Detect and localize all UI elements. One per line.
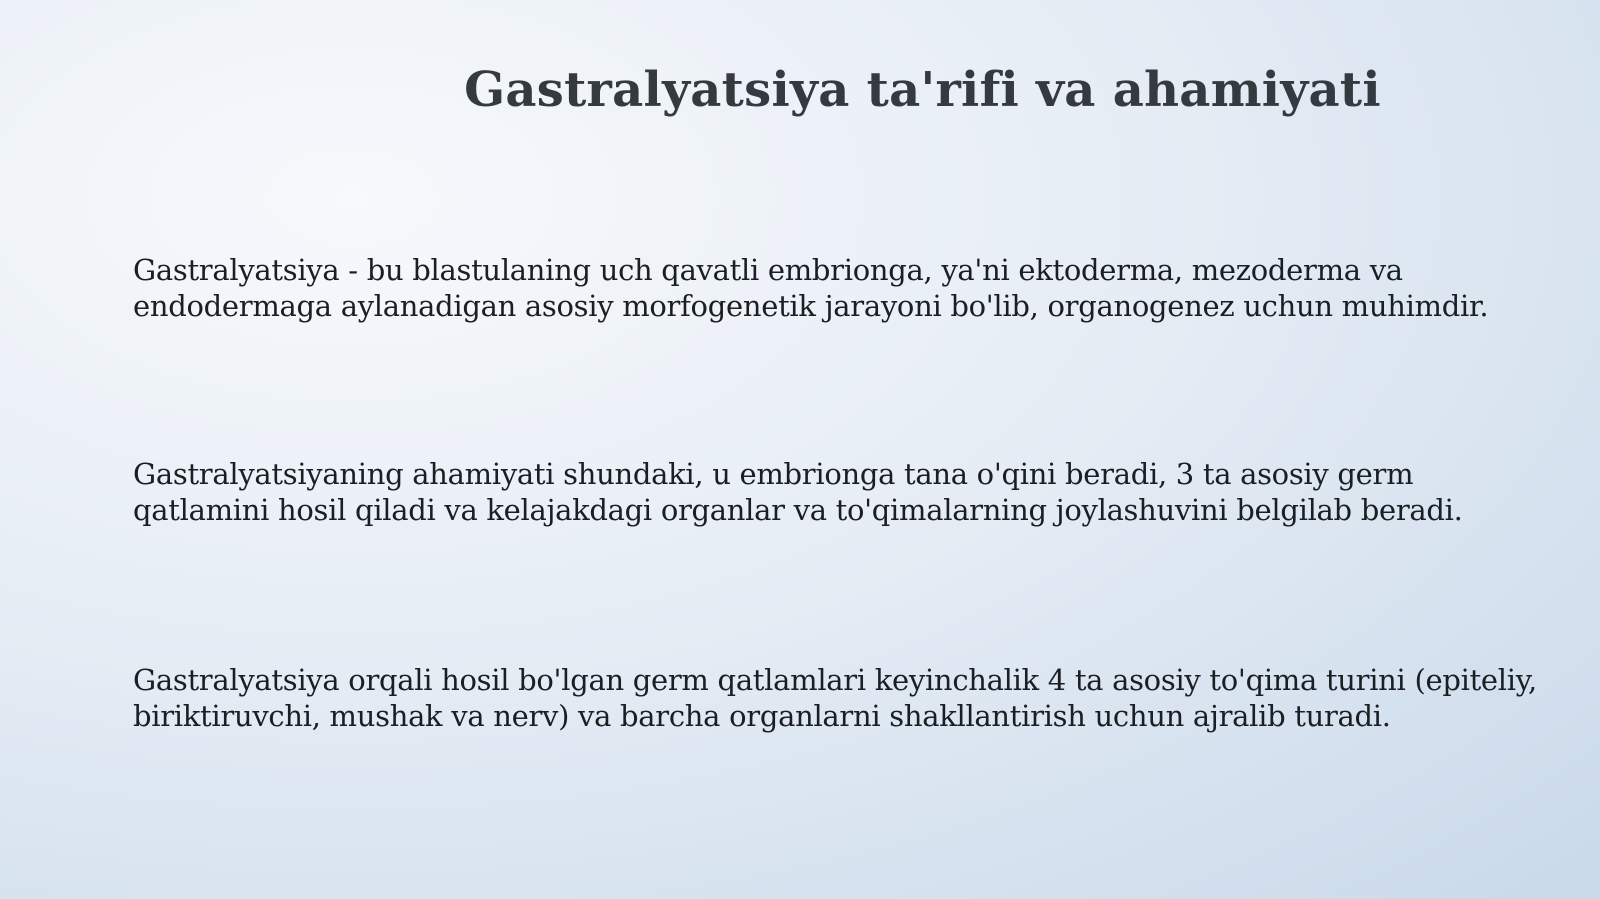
paragraph-line: endodermaga aylanadigan asosiy morfogenetik jarayoni bo'lib, organogenez uchun muhimdir. — [133, 289, 1489, 323]
paragraph-line: qatlamini hosil qiladi va kelajakdagi organlar va to'qimalarning joylashuvini belgilab beradi. — [133, 493, 1463, 527]
paragraph-definition — [133, 252, 1563, 324]
paragraph-line: Gastralyatsiya - bu blastulaning uch qavatli embrionga, ya'ni ektoderma, mezoderma va — [133, 253, 1403, 287]
paragraph-significance — [133, 456, 1563, 528]
paragraph-line: biriktiruvchi, mushak va nerv) va barcha organlarni shakllantirish uchun ajralib turadi. — [133, 699, 1391, 733]
paragraph-line: Gastralyatsiya orqali hosil bo'lgan germ qatlamlari keyinchalik 4 ta asosiy to'qima turini (epiteliy, — [133, 663, 1537, 697]
slide-title: Gastralyatsiya ta'rifi va ahamiyati — [464, 62, 1381, 118]
paragraph-germ-layers — [133, 662, 1563, 734]
paragraph-line: Gastralyatsiyaning ahamiyati shundaki, u embrionga tana o'qini beradi, 3 ta asosiy germ — [133, 457, 1414, 491]
